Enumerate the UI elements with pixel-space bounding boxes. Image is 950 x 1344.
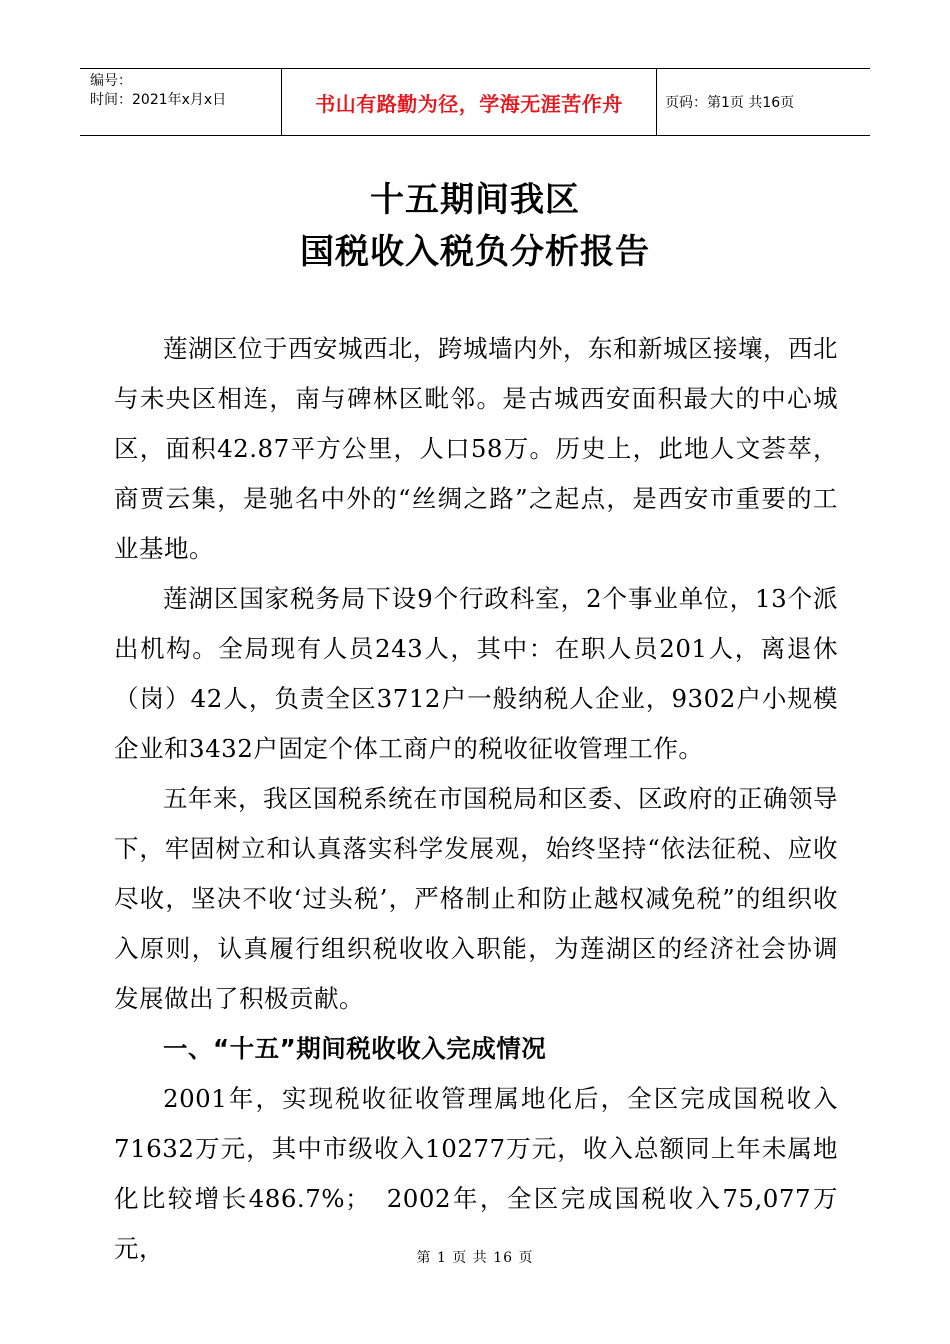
document-body (114, 324, 838, 1274)
header-meta (80, 69, 282, 135)
document-title-line-1: 十五期间我区 (370, 180, 580, 220)
body-paragraph: 莲湖区国家税务局下设9个行政科室，2个事业单位，13个派出机构。全局现有人员243人，其中：在职人员201人，离退休（岗）42人，负责全区3712户一般纳税人企业，9302户小规模企业和3432户固定个体工商户的税收征收管理工作。 (114, 584, 838, 763)
header-motto: 书山有路勤为径，学海无涯苦作舟 (282, 69, 657, 135)
document-header (80, 68, 870, 136)
header-page-info: 页码：第1页 共16页 (665, 95, 795, 111)
document-number-label: 编号： (90, 73, 132, 89)
body-paragraph: 2001年，实现税收征收管理属地化后，全区完成国税收入71632万元，其中市级收入10277万元，收入总额同上年未属地化比较增长486.7%； 2002年，全区完成国税收入75,077万元， (114, 1084, 838, 1263)
page-footer: 第 1 页 共 16 页 (416, 1250, 534, 1266)
body-paragraph: 五年来，我区国税系统在市国税局和区委、区政府的正确领导下，牢固树立和认真落实科学发展观，始终坚持“依法征税、应收尽收，坚决不收‘过头税’，严格制止和防止越权减免税”的组织收入原则，认真履行组织税收收入职能，为莲湖区的经济社会协调发展做出了积极贡献。 (114, 784, 838, 1013)
document-title-line-2: 国税收入税负分析报告 (300, 232, 650, 272)
section-heading: 一、“十五”期间税收收入完成情况 (163, 1034, 547, 1063)
document-time-label: 时间：2021年x月x日 (90, 92, 227, 108)
body-paragraph: 莲湖区位于西安城西北，跨城墙内外，东和新城区接壤，西北与未央区相连，南与碑林区毗邻。是古城西安面积最大的中心城区，面积42.87平方公里，人口58万。历史上，此地人文荟萃，商贾云集，是驰名中外的“丝绸之路”之起点，是西安市重要的工业基地。 (114, 334, 838, 563)
